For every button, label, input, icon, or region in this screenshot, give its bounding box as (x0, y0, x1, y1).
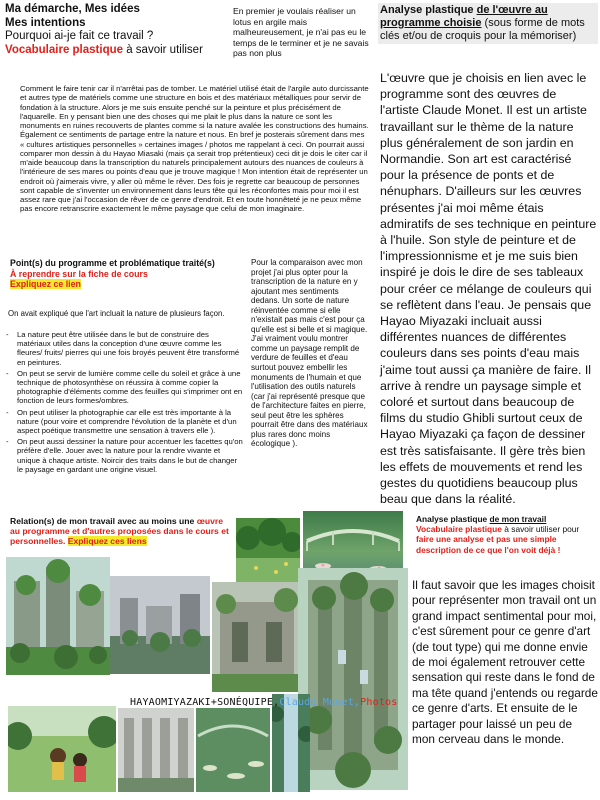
analyse-mine-vocab-rest: à savoir utiliser pour (501, 524, 580, 535)
image-credits (130, 697, 398, 708)
ruined-temple-photo (212, 582, 302, 692)
credit-miyazaki: HAYAOMIYAZAKI+SONÉQUIPE, (130, 697, 280, 708)
relation-bold: Relation(s) de mon travail avec au moins une (10, 516, 197, 526)
header-line3: Pourquoi ai-je fait ce travail ? (5, 30, 154, 42)
page-header (5, 3, 230, 57)
garden-painting (236, 518, 300, 582)
analyse-mine-bold: Analyse plastique (416, 514, 490, 524)
right-column-heading (378, 3, 598, 44)
analyse-mine-red-instruction: faire une analyse et pas une simple description de ce que l'on voit déjà ! (416, 534, 561, 555)
relation-red: œuvre au programme et d'autres proposées dans le cours et personnelles. (10, 516, 229, 547)
monet-analysis-text: L'œuvre que je choisis en lien avec le programme sont des œuvres de l'artiste Claude Monet. Il est un artiste travaillant sur le thème de la nature plus généralement de son jardin en Normandie. Son art est caractérisé pour la présence de ponts et de nénuphars. D'ailleurs sur les œuvres présentes j'ai moi même étais admiratifs de ses technique en peinture à l'huile. Son style de peinture et de l'impressionnisme et je me suis bien inspiré je dois le dire de ses tableaux pour créer ce mélange de couleurs qui se reflètent dans l'eau. Je pensais que Hayao Miyazaki incluait aussi différentes nuances de différentes couleurs dans ses points d'eau mais j'aime tout aussi ça manière de faire. Il arrive à rendre un paysage simple et coloré et surtout dans beaucoup de films du studio Ghibli surtout ceux de Hayao Miyazaki ça façon de dessiner est très satisfaisante. Il gère très bien les effets de mouvements et rend les gestes du quotidiens beaucoup plus beau que dans la réalité. (380, 71, 597, 507)
points-heading (10, 258, 240, 290)
overgrown-ruins-photo-1 (6, 557, 110, 675)
list-item: - La nature peut être utilisée dans le but de construire des matériaux utiles dans la conception d'une œuvre comme les fleures/ fruits/ pierres qui une fois broyés peuvent être transformé en peintures. (6, 330, 244, 367)
points-title: Point(s) du programme et problématique traité(s) (10, 258, 215, 268)
castle-in-sky-art (298, 540, 408, 790)
monet-bridge-painting-2 (196, 708, 270, 792)
side-note: En premier je voulais réaliser un lotus en argile mais malheureusement, je n'ai pas eu le temps de le terminer et je ne savais pas non plus (233, 6, 369, 58)
comparison-paragraph: Pour la comparaison avec mon projet j'ai plus opter pour la transcription de la nature en y ajoutant mes sentiments dedans. Un sorte de nature réinventée comme si elle n'existait pas mais c'est pour ça qu'elle est si belle et si magique. J'ai vraiment voulu montrer comme un paysage remplit de verdure de feuilles et d'eau surtout pouvez embellir les monuments de l'humain et que l'utilisation des outils naturels (car j'ai représenté presque que de l'architecture faites en pierre, seul peut être les sphères pourrait être dans des matériaux plus rares donc moins écologique ). (251, 258, 368, 449)
header-vocab-rest: à savoir utiliser (123, 43, 203, 56)
waterfall-photo (272, 694, 310, 792)
points-red-instruction: À reprendre sur la fiche de cours (10, 268, 148, 279)
points-highlight: Expliquez ce lien (10, 279, 81, 289)
relation-highlight: Expliquez ces liens (67, 536, 147, 547)
points-intro: On avait expliqué que l'art incluait la nature de plusieurs façon. (8, 309, 225, 318)
analyse-mine-text: Il faut savoir que les images choisit pour représenter mon travail ont un grand impact sentimental pour moi, c'est sûrement pour ce genre d'art (de tout type) qui me donne envie de moi également retrouver cette sensation qui reste dans le fond de ma tête quand j'entends ou regarde ce genre d'arts. Et ensuite de le partager pour laissé un peu de mon cerveau dans le monde. (412, 578, 598, 747)
right-heading-bold: Analyse plastique (380, 4, 477, 16)
analyse-mine-underline: de mon travail (489, 514, 547, 524)
credit-monet: Claude Monet, (279, 697, 361, 708)
header-line2: Mes intentions (5, 16, 86, 29)
right-heading-underline: de l'œuvre au programme choisie (380, 4, 548, 29)
ghibli-landscape-1 (110, 576, 210, 674)
grand-hall-art (118, 708, 194, 792)
approach-paragraph: Comment le faire tenir car il n'arrêtai pas de tomber. Le matériel utilisé était de l'argile auto durcissante et autres type de matériels comme une structure en bois et des matériaux métalliques pour servir de fondation à la structure. Alors je me suis ensuite penché sur la peinture et plus précisément de l'aquarelle. En y pensant bien une des choses qui me plait le plus dans la nature ce sont les monuments en ruines recouverts de plantes comme si la nature avalée les constructions des humains. Également ce sentiments de partage entre la nature et nous. En bref je posterais sûrement dans mes « cultures artistiques personnelles » certaines images / photos me rappelant à ceci. On pourrait aussi comparer mon dessin à du Hayao Miasaki (mais ça serait trop prétentieux) ceci dit je dois le citer car il m'aide beaucoup dans la transcription du naturels principalement autours des nuances de couleurs à l'intérieure de ses mares ou points d'eau que je trouve magique ! Mon intention était de représenter un endroit où j'aimerais vivre, y aller où même le rêver. Des fois je regrette car beaucoup de personnes sont capable de s'inventer un environnement dans leurs tête qui les réconfortes mais pour moi il est assez rare que j'ai l'occasion de rêver de ce genre d'endroit. Et en toute honnêteté je ne peux même pas encore retranscrire exactement le même paysage que celui de mon imaginaire. (20, 84, 369, 214)
header-vocab-label: Vocabulaire plastique (5, 43, 124, 56)
points-bullet-list (6, 330, 244, 476)
header-line1: Ma démarche, Mes idées (5, 3, 140, 15)
list-item: - On peut se servir de lumière comme celle du soleil et grâce à une technique de photosynthèse on réussira à comme copier la photographie d'éléments comme des feuilles qui s'imprimer ont en fonction de leurs formes/ombres. (6, 369, 244, 406)
right-heading-rest: (sous forme de mots clés et/ou de croquis pour la mémoriser) (380, 17, 585, 42)
girls-in-field-art (8, 706, 116, 792)
list-item: - On peut aussi dessiner la nature pour accentuer les facettes qu'on préfère d'elle. Jouer avec la nature pour la rendre vivante et unique à chaque artiste. Noircir des traits dans le but de changer le paysage en gardant une origine visuel. (6, 437, 244, 474)
relation-heading (10, 516, 230, 547)
analyse-mine-vocab: Vocabulaire plastique (416, 524, 502, 535)
analyse-mine-heading (416, 514, 598, 555)
list-item: - On peut utiliser la photographie car elle est très importante à la nature (pour voire et comprendre l'évolution de la planète et d'un aspect poétique transmettre une sensation à travers elle ). (6, 408, 244, 436)
credit-photos: Photos (360, 697, 398, 708)
